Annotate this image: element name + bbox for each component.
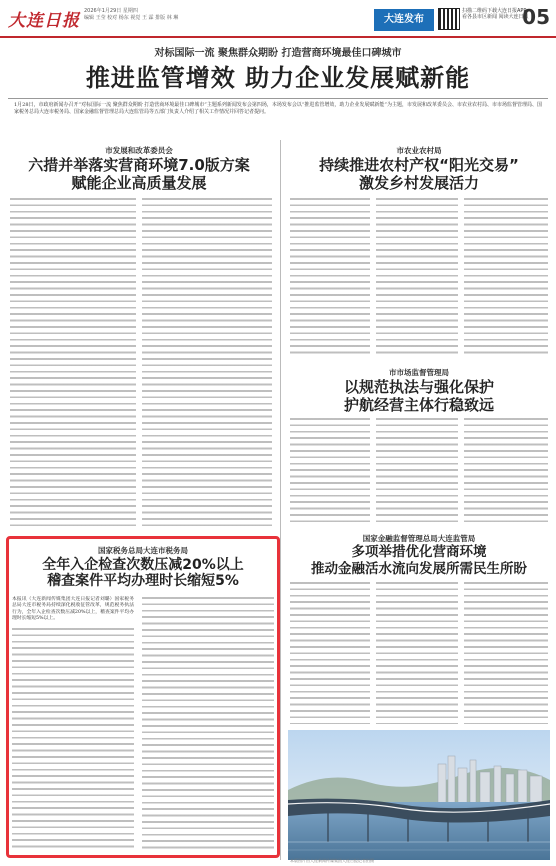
- masthead: [0, 0, 556, 38]
- top-story-title[interactable]: 推进监管增效 助力企业发展赋新能: [85, 64, 471, 92]
- title-line: 全年入企检查次数压减20%以上: [42, 557, 244, 573]
- article-left-1-kicker: 市发展和改革委员会: [105, 146, 173, 155]
- title-line: 以规范执法与强化保护: [343, 378, 494, 396]
- header-meta: [84, 8, 178, 22]
- title-line: 多项举措优化营商环境: [351, 544, 487, 560]
- photo-caption: 本版图片由大连新闻传媒集团大连日报记者拍摄: [290, 858, 374, 863]
- article-right-3-body-col1: [290, 582, 370, 724]
- title-line: 激发乡村发展活力: [358, 174, 479, 192]
- column-divider: [280, 140, 281, 860]
- article-right-3-kicker: 国家金融监督管理总局大连监管局: [362, 534, 476, 543]
- article-highlight-body-col2: [142, 597, 274, 850]
- city-bridge-photo[interactable]: [288, 730, 550, 860]
- article-right-1-kicker: 市农业农村局: [396, 146, 442, 155]
- newspaper-logo[interactable]: 大连日报: [8, 11, 80, 31]
- article-right-3-title[interactable]: [290, 544, 548, 577]
- page-number: 05: [522, 5, 550, 29]
- app-promo: 扫描二维码下载大连日报APP 看各县市区新闻 阅读大连日报: [462, 8, 529, 20]
- article-right-2-body-col3: [464, 418, 548, 526]
- title-line: 护航经营主体行稳致远: [343, 396, 494, 414]
- article-left-1-body-col2: [142, 198, 272, 528]
- top-story-summary: 1月28日，市政府新闻办召开“对标国际一流 聚焦群众期盼 打造营商环境最佳口碑城市”主题系列新闻发布会第四场，本场发布会以“推进监管增效，助力企业发展赋新能”为主题，市发展和改革委员会、市农业农村局、市市场监督管理局、国家税务总局大连市税务局、国家金融监督管理总局大连监管局等五部门负责人介绍了相关工作情况并回答记者提问。: [8, 102, 548, 130]
- article-right-1-title[interactable]: [290, 156, 548, 192]
- section-tag[interactable]: 大连发布: [374, 9, 434, 31]
- title-line: 推动金融活水流向发展所需民生所盼: [311, 560, 527, 577]
- article-highlight-title[interactable]: [10, 557, 276, 589]
- title-line: 六措并举落实营商环境7.0版方案: [28, 156, 250, 174]
- title-line: 稽查案件平均办理时长缩短5%: [47, 573, 239, 589]
- article-left-1-title[interactable]: [8, 156, 270, 192]
- city-bridge-illustration: [288, 730, 550, 860]
- article-left-1-body-col1: [10, 198, 136, 528]
- article-right-1-body-col3: [464, 198, 548, 358]
- title-line: 持续推进农村产权“阳光交易”: [319, 156, 519, 174]
- article-right-1-body-col1: [290, 198, 370, 358]
- article-right-2-kicker: 市市场监督管理局: [389, 368, 449, 377]
- article-right-1-body-col2: [376, 198, 458, 358]
- qr-code-icon: [438, 8, 460, 30]
- article-right-2-body-col1: [290, 418, 370, 526]
- article-highlight-lead: 本报讯（大连新闻传媒集团大连日报记者刘璐）国家税务总局大连市税务局持续深化税收征管改革，规范税务执法行为，全年入企检查次数压减20%以上，稽查案件平均办理时长缩短5%以上。: [12, 597, 134, 622]
- editor-line: 编辑 王莹 校对 杨东 视觉 王 霖 排版 林 琳: [84, 15, 179, 21]
- title-line: 赋能企业高质量发展: [71, 174, 207, 192]
- article-highlight-body-col1: [12, 628, 134, 850]
- article-right-2-body-col2: [376, 418, 458, 526]
- date-line: 2026年1月29日 星期四: [84, 8, 138, 14]
- article-right-3-body-col2: [376, 582, 458, 724]
- article-right-2-title[interactable]: [290, 378, 548, 414]
- top-story-kicker: 对标国际一流 聚焦群众期盼 打造营商环境最佳口碑城市: [154, 48, 402, 59]
- article-highlight-kicker: 国家税务总局大连市税务局: [98, 546, 188, 555]
- article-right-3-body-col3: [464, 582, 548, 724]
